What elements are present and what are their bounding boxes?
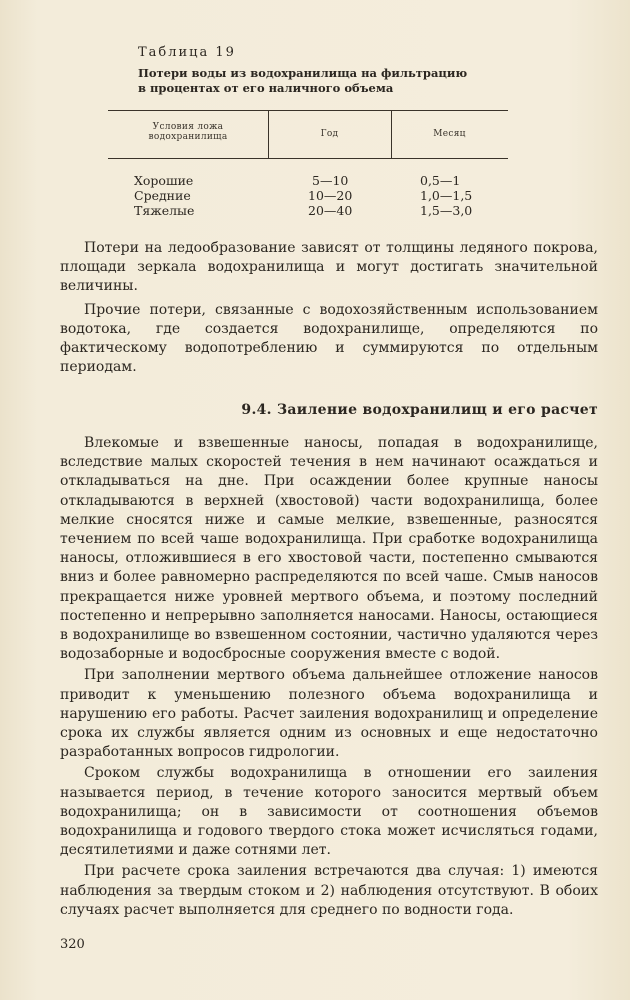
table-caption: Таблица 19 xyxy=(138,45,236,60)
table-cell-year: 10—20 xyxy=(308,188,353,203)
table-cell-condition: Средние xyxy=(134,188,191,203)
table-title xyxy=(138,66,518,96)
table-cell-month: 1,5—3,0 xyxy=(420,203,473,218)
paragraph: Сроком службы водохранилища в отношении его заиления называется период, в течение которого заносится мертвый объем водохранилища; он в зависимости от соотношения объемов водохранилища и годового твердого стока может исчисляться годами, десятилетиями и даже сотнями лет. xyxy=(60,765,598,859)
table-title-line: Потери воды из водохранилища на фильтрацию xyxy=(138,66,468,80)
paragraph: Прочие потери, связанные с водохозяйственным использованием водотока, где создается водохранилище, определяются по фактическому водопотреблению и суммируются по отдельным периодам. xyxy=(60,301,598,376)
table-cell-year: 5—10 xyxy=(312,173,349,188)
section-heading: 9.4. Заиление водохранилищ и его расчет xyxy=(241,402,598,418)
paragraph: Влекомые и взвешенные наносы, попадая в водохранилище, вследствие малых скоростей течения в нем начинают осаждаться и откладываться на дне. При осаждении более крупные наносы откладываются в верхней (хвостовой) части водохранилища, более мелкие сносятся ниже и самые мелкие, взвешенные, разносятся течением по всей чаше водохранилища. При сработке водохранилища наносы, отложившиеся в его хвостовой части, постепенно смываются вниз и более равномерно распределяются по всей чаше. Смыв наносов прекращается ниже уровней мертвого объема, и поэтому последний постепенно и непрерывно заполняется наносами. Наносы, остающиеся в водохранилище во взвешенном состоянии, частично удаляются через водозаборные и водосбросные сооружения вместе с водой. xyxy=(60,435,598,663)
header-condition-line: водохранилища xyxy=(148,132,228,142)
paragraph: При заполнении мертвого объема дальнейшее отложение наносов приводит к уменьшению полезного объема водохранилища и нарушению его работы. Расчет заиления водохранилищ и определение срока их службы является одним из основных и еще недостаточно разработанных вопросов гидрологии. xyxy=(60,667,598,761)
header-month: Месяц xyxy=(433,129,466,139)
table-cell-month: 0,5—1 xyxy=(420,173,461,188)
table-title-line: в процентах от его наличного объема xyxy=(138,81,394,95)
header-condition-line: Условия ложа xyxy=(152,122,224,132)
paragraph: Потери на ледообразование зависят от толщины ледяного покрова, площади зеркала водохранилища и могут достигать значительной величины. xyxy=(60,240,598,295)
table-cell-condition: Хорошие xyxy=(134,173,194,188)
header-year: Год xyxy=(320,129,339,139)
table-header-rule xyxy=(108,158,508,159)
page-number: 320 xyxy=(60,937,85,952)
table-top-rule xyxy=(108,110,508,111)
table-cell-year: 20—40 xyxy=(308,203,353,218)
paragraph: При расчете срока заиления встречаются два случая: 1) имеются наблюдения за твердым стоком и 2) наблюдения отсутствуют. В обоих случаях расчет выполняется для среднего по водности года. xyxy=(60,863,598,918)
table-cell-month: 1,0—1,5 xyxy=(420,188,473,203)
text-block-section xyxy=(60,434,598,920)
text-block-top xyxy=(60,239,598,377)
table-cell-condition: Тяжелые xyxy=(134,203,195,218)
filtration-loss-table xyxy=(108,110,508,220)
header-condition xyxy=(118,122,258,142)
